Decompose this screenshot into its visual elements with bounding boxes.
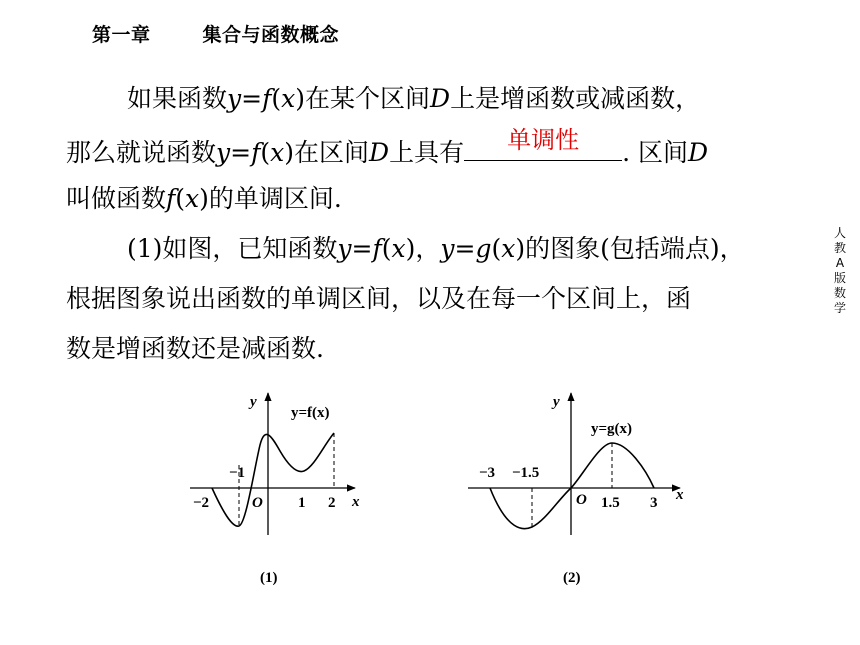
x-axis-label: x	[352, 494, 360, 510]
text: 如果函数	[127, 84, 228, 113]
side-char: 数	[833, 286, 846, 300]
side-char: 人	[833, 226, 846, 240]
tick-label: 1.5	[601, 495, 620, 511]
math-paren: )	[405, 234, 416, 263]
tick-label: −2	[193, 495, 210, 511]
caption: (1)	[260, 570, 278, 586]
origin-label: O	[576, 492, 587, 508]
text: 在某个区间	[305, 84, 431, 113]
math-var: x	[501, 234, 516, 263]
math-paren: (	[491, 234, 502, 263]
chapter-title: 集合与函数概念	[202, 24, 340, 46]
tick-label: 3	[650, 495, 658, 511]
tick-label: −1	[229, 465, 246, 481]
math-paren: (	[260, 138, 271, 167]
math-var: D	[687, 138, 709, 167]
math-func: f	[262, 84, 272, 113]
text: 叫做函数	[66, 184, 167, 213]
text: 在区间	[294, 138, 370, 167]
math-paren: (	[381, 234, 392, 263]
math-var: y	[227, 84, 242, 113]
y-axis-label: y	[250, 394, 257, 410]
graph-1	[190, 393, 360, 586]
math-paren: )	[515, 234, 526, 263]
text: 上具有	[389, 138, 465, 167]
chapter-number: 第一章	[92, 24, 151, 46]
tick-label: −3	[479, 465, 496, 481]
side-char: 学	[833, 301, 846, 315]
function-curve	[490, 443, 654, 529]
math-func: f	[372, 234, 382, 263]
math-var: y	[337, 234, 352, 263]
math-paren: )	[284, 138, 294, 167]
math-var: x	[281, 84, 296, 113]
side-char: A	[835, 256, 845, 270]
math-paren: )	[295, 84, 305, 113]
x-axis-label: x	[676, 487, 684, 503]
math-func: f	[251, 138, 261, 167]
text: (1)如图，已知函数	[127, 234, 338, 263]
paragraph-line-5: 根据图象说出函数的单调区间，以及在每一个区间上，函	[66, 284, 692, 313]
math-var: y	[440, 234, 455, 263]
text: 上是增函数或减函数，	[450, 84, 701, 113]
math-paren: (	[271, 84, 282, 113]
function-label: y=g(x)	[591, 421, 633, 437]
math-paren: )	[199, 184, 209, 213]
math-paren: (	[175, 184, 186, 213]
math-func: g	[475, 234, 492, 263]
text: 的图象(包括端点)，	[525, 234, 745, 263]
math-var: x	[185, 184, 200, 213]
text: 那么就说函数	[66, 138, 217, 167]
side-char: 教	[833, 241, 846, 255]
math-var: D	[369, 138, 390, 167]
text: . 区间	[622, 138, 688, 167]
math-func: f	[166, 184, 176, 213]
y-axis-label: y	[553, 394, 560, 410]
graph-2	[468, 393, 684, 586]
side-char: 版	[833, 271, 846, 285]
math-var: D	[430, 84, 451, 113]
math-var: y	[216, 138, 231, 167]
function-label: y=f(x)	[291, 405, 330, 421]
origin-label: O	[252, 495, 263, 511]
math-op: =	[351, 234, 373, 263]
math-op: =	[454, 234, 476, 263]
text: 的单调区间.	[208, 184, 342, 213]
tick-label: 1	[298, 495, 306, 511]
math-var: x	[391, 234, 406, 263]
math-op: =	[241, 84, 263, 113]
tick-label: −1.5	[512, 465, 540, 481]
math-var: x	[270, 138, 285, 167]
tick-label: 2	[328, 495, 336, 511]
text: ，	[415, 234, 441, 263]
paragraph-line-6: 数是增函数还是减函数.	[66, 334, 324, 363]
caption: (2)	[563, 570, 581, 586]
answer-text: 单调性	[507, 126, 580, 154]
math-op: =	[230, 138, 252, 167]
